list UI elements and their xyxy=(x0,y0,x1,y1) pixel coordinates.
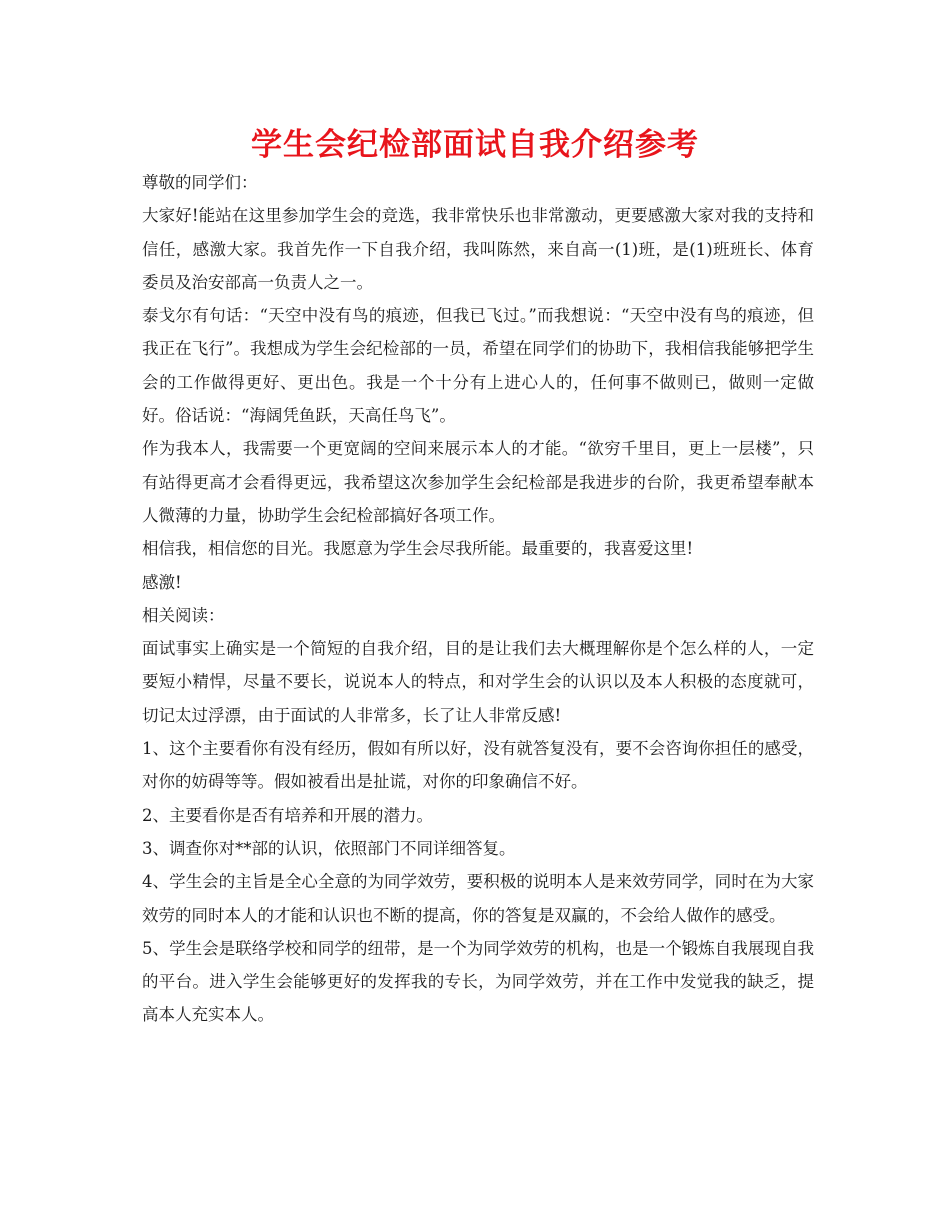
paragraph-interview-overview: 面试事实上确实是一个简短的自我介绍，目的是让我们去大概理解你是个怎么样的人，一定要短小精悍，尽量不要长，说说本人的特点，和对学生会的认识以及本人积极的态度就可，切记太过浮漂，由于面试的人非常多，长了让人非常反感! xyxy=(142,639,814,725)
paragraph-aspiration: 作为我本人，我需要一个更宽阔的空间来展示本人的才能。“欲穷千里目，更上一层楼”，只有站得更高才会看得更远，我希望这次参加学生会纪检部是我进步的台阶，我更希望奉献本人微薄的力量，协助学生会纪检部搞好各项工作。 xyxy=(142,439,814,525)
list-item-3: 3、调查你对**部的认识，依照部门不同详细答复。 xyxy=(142,838,516,858)
document-body xyxy=(142,166,814,1032)
list-item-5: 5、学生会是联络学校和同学的纽带，是一个为同学效劳的机构，也是一个锻炼自我展现自我的平台。进入学生会能够更好的发挥我的专长，为同学效劳，并在工作中发觉我的缺乏，提高本人充实本人。 xyxy=(142,938,814,1025)
paragraph-introduction: 大家好!能站在这里参加学生会的竞选，我非常快乐也非常激动，更要感激大家对我的支持和信任，感激大家。我首先作一下自我介绍，我叫陈然，来自高一(1)班，是(1)班班长、体育委员及治安部高一负责人之一。 xyxy=(142,206,814,292)
list-item-2: 2、主要看你是否有培养和开展的潜力。 xyxy=(142,805,433,825)
paragraph-thanks: 感激! xyxy=(142,572,182,592)
paragraph-trust: 相信我，相信您的目光。我愿意为学生会尽我所能。最重要的，我喜爱这里! xyxy=(142,539,694,559)
list-item-4: 4、学生会的主旨是全心全意的为同学效劳，要积极的说明本人是来效劳同学，同时在为大家效劳的同时本人的才能和认识也不断的提高，你的答复是双赢的，不会给人做作的感受。 xyxy=(142,872,814,925)
document-title: 学生会纪检部面试自我介绍参考 xyxy=(251,127,699,163)
paragraph-related-heading: 相关阅读： xyxy=(142,605,225,625)
paragraph-tagore-quote: 泰戈尔有句话：“天空中没有鸟的痕迹，但我已飞过。”而我想说：“天空中没有鸟的痕迹，但我正在飞行”。我想成为学生会纪检部的一员，希望在同学们的协助下，我相信我能够把学生会的工作做得更好、更出色。我是一个十分有上进心人的，任何事不做则已，做则一定做好。俗话说：“海阔凭鱼跃，天高任鸟飞”。 xyxy=(142,306,814,426)
paragraph-greeting: 尊敬的同学们： xyxy=(142,173,258,192)
list-item-1: 1、这个主要看你有没有经历，假如有所以好，没有就答复没有，要不会咨询你担任的感受，对你的妨碍等等。假如被看出是扯谎，对你的印象确信不好。 xyxy=(142,739,814,792)
